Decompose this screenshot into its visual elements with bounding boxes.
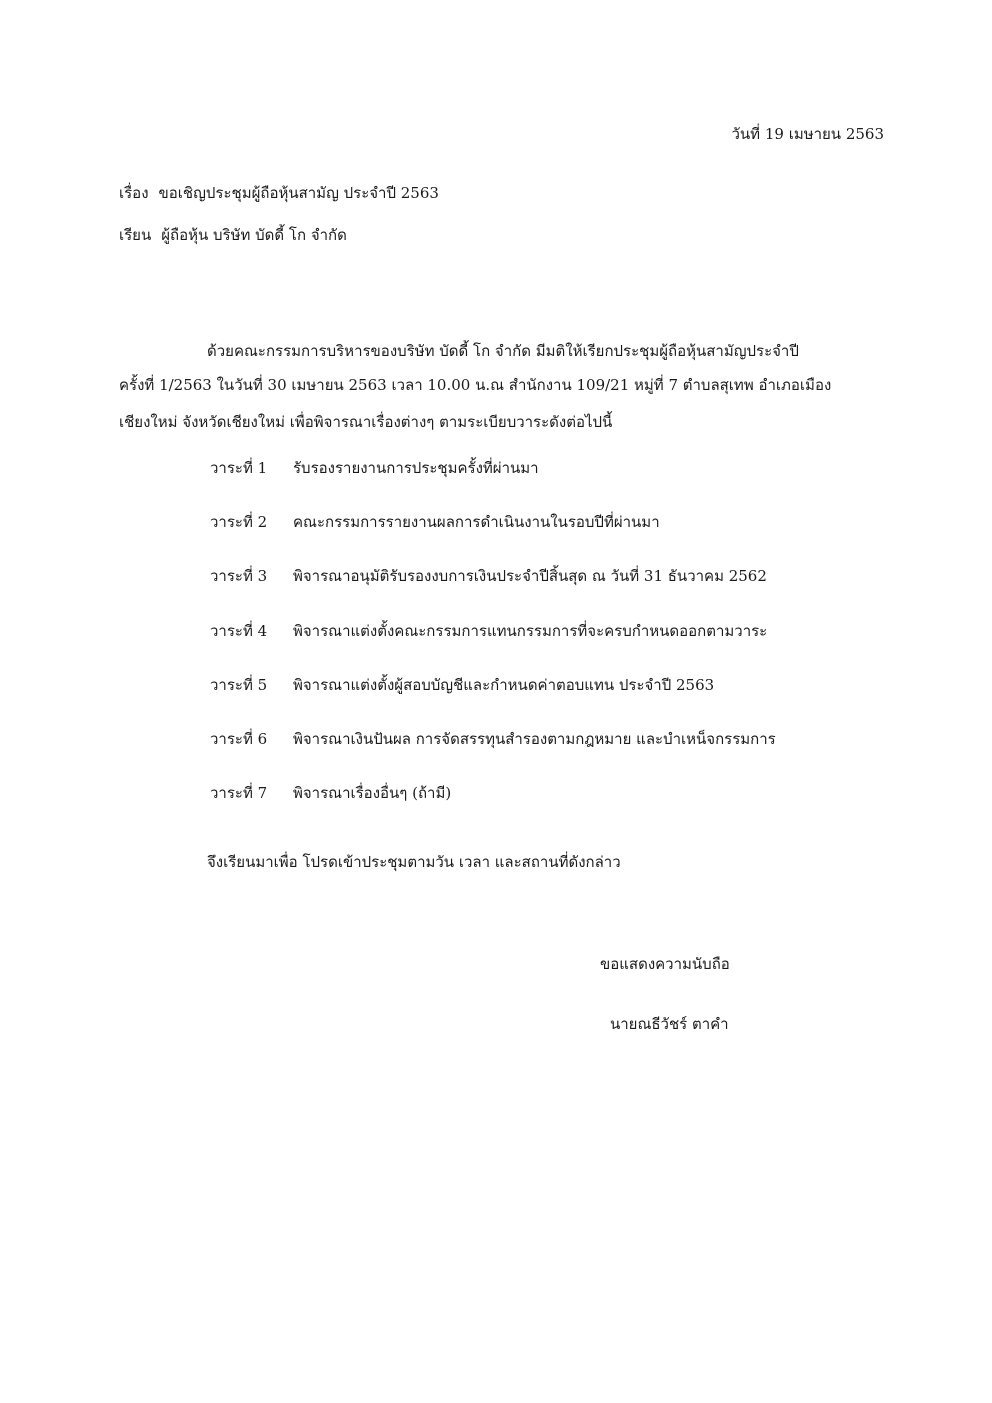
letter-date: วันที่ 19 เมษายน 2563 — [731, 125, 884, 143]
agenda-text: พิจารณาเรื่องอื่นๆ (ถ้ามี) — [293, 784, 452, 802]
regards-text: ขอแสดงความนับถือ — [600, 955, 730, 973]
agenda-text: พิจารณาเงินปันผล การจัดสรรทุนสำรองตามกฎหมาย และบำเหน็จกรรมการ — [293, 730, 776, 748]
signer-name: นายณธีวัชร์ ตาคำ — [610, 1015, 729, 1033]
agenda-text: รับรองรายงานการประชุมครั้งที่ผ่านมา — [293, 459, 539, 477]
agenda-number: วาระที่ 2 — [210, 513, 268, 531]
recipient-text: ผู้ถือหุ้น บริษัท บัดดี้ โก จำกัด — [161, 226, 347, 244]
agenda-item — [210, 675, 714, 695]
recipient-line — [119, 225, 347, 245]
agenda-text: พิจารณาแต่งตั้งคณะกรรมการแทนกรรมการที่จะครบกำหนดออกตามวาระ — [293, 622, 768, 640]
recipient-label: เรียน — [119, 226, 152, 244]
agenda-text: พิจารณาแต่งตั้งผู้สอบบัญชีและกำหนดค่าตอบแทน ประจำปี 2563 — [293, 676, 715, 694]
agenda-item — [210, 512, 660, 532]
closing-text: จึงเรียนมาเพื่อ โปรดเข้าประชุมตามวัน เวลา และสถานที่ดังกล่าว — [207, 853, 621, 871]
agenda-number: วาระที่ 5 — [210, 676, 268, 694]
agenda-number: วาระที่ 1 — [210, 459, 268, 477]
agenda-item — [210, 458, 539, 478]
agenda-text: คณะกรรมการรายงานผลการดำเนินงานในรอบปีที่ผ่านมา — [293, 513, 660, 531]
agenda-item — [210, 621, 767, 641]
agenda-number: วาระที่ 6 — [210, 730, 268, 748]
body-paragraph-line: ด้วยคณะกรรมการบริหารของบริษัท บัดดี้ โก จำกัด มีมติให้เรียกประชุมผู้ถือหุ้นสามัญประจำปี — [207, 342, 799, 360]
subject-text: ขอเชิญประชุมผู้ถือหุ้นสามัญ ประจำปี 2563 — [158, 184, 439, 202]
agenda-text: พิจารณาอนุมัติรับรองงบการเงินประจำปีสิ้นสุด ณ วันที่ 31 ธันวาคม 2562 — [293, 567, 767, 585]
body-paragraph-line: เชียงใหม่ จังหวัดเชียงใหม่ เพื่อพิจารณาเรื่องต่างๆ ตามระเบียบวาระดังต่อไปนี้ — [119, 413, 613, 431]
subject-line — [119, 183, 439, 203]
agenda-number: วาระที่ 4 — [210, 622, 268, 640]
subject-label: เรื่อง — [119, 184, 149, 202]
agenda-item — [210, 729, 776, 749]
agenda-item — [210, 783, 451, 803]
agenda-number: วาระที่ 7 — [210, 784, 268, 802]
agenda-number: วาระที่ 3 — [210, 567, 268, 585]
body-paragraph-line: ครั้งที่ 1/2563 ในวันที่ 30 เมษายน 2563 เวลา 10.00 น.ณ สำนักงาน 109/21 หมู่ที่ 7 ตำบลสุเทพ อำเภอเมือง — [119, 376, 832, 394]
agenda-item — [210, 566, 767, 586]
